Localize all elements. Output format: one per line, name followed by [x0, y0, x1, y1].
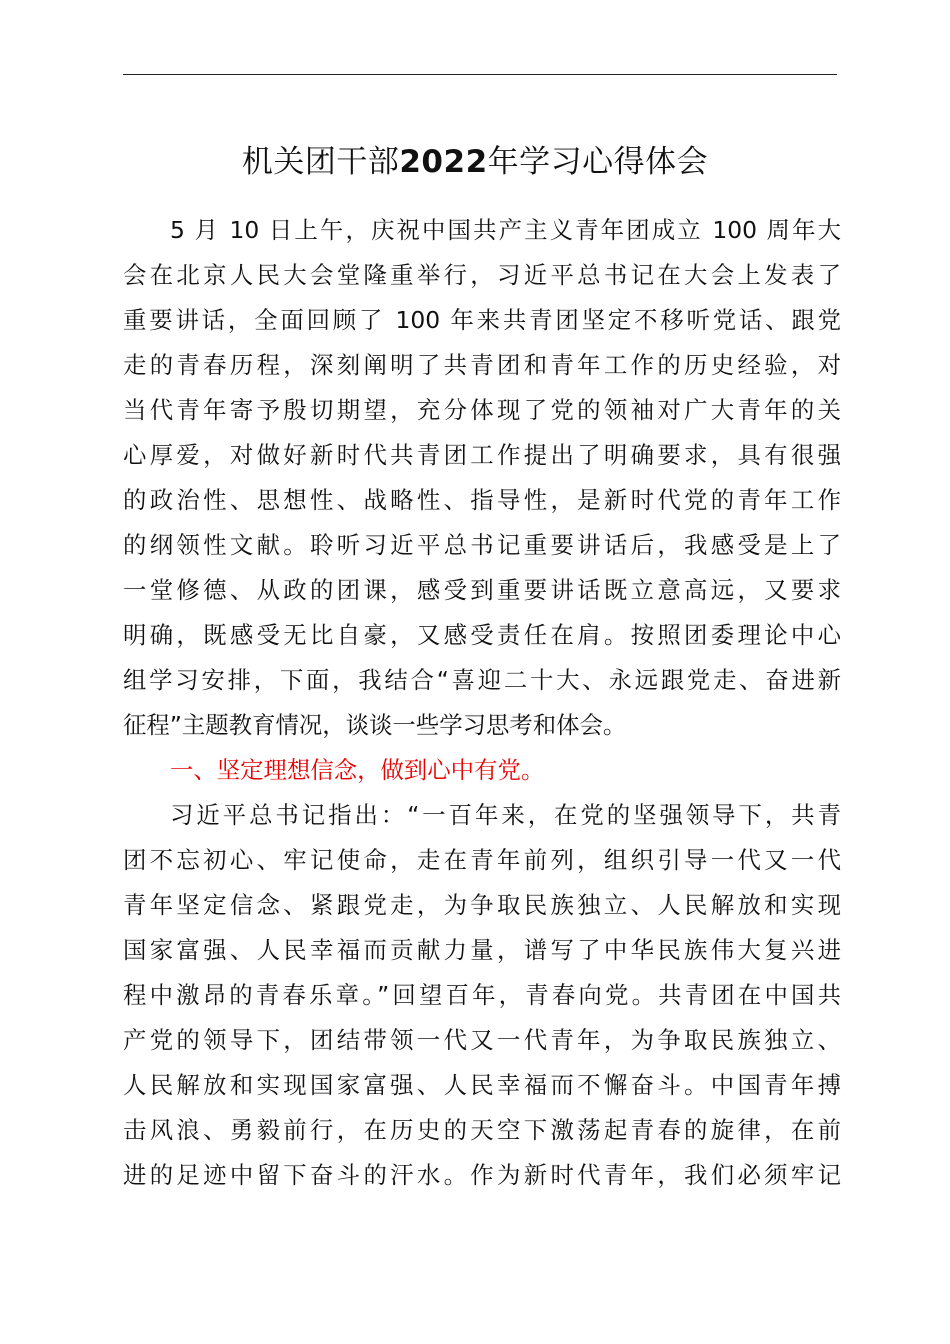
paragraph-line: 心厚爱，对做好新时代共青团工作提出了明确要求，具有很强: [123, 441, 841, 469]
document-body: [123, 208, 841, 1198]
paragraph-1: [123, 208, 841, 748]
paragraph-line: 当代青年寄予殷切期望，充分体现了党的领袖对广大青年的关: [123, 396, 841, 424]
paragraph-line: 明确，既感受无比自豪，又感受责任在肩。按照团委理论中心: [123, 621, 841, 649]
header-rule: [123, 74, 837, 75]
paragraph-line: 走的青春历程，深刻阐明了共青团和青年工作的历史经验，对: [123, 351, 841, 379]
paragraph-line: 重要讲话，全面回顾了 100 年来共青团坚定不移听党话、跟党: [123, 306, 841, 334]
paragraph-2: [123, 793, 841, 1198]
paragraph-line: 会在北京人民大会堂隆重举行，习近平总书记在大会上发表了: [123, 261, 841, 289]
paragraph-line: 的政治性、思想性、战略性、指导性，是新时代党的青年工作: [123, 486, 841, 514]
paragraph-line: 青年坚定信念、紧跟党走，为争取民族独立、人民解放和实现: [123, 891, 841, 919]
paragraph-line: 人民解放和实现国家富强、人民幸福而不懈奋斗。中国青年搏: [123, 1071, 841, 1099]
paragraph-line: 进的足迹中留下奋斗的汗水。作为新时代青年，我们必须牢记: [123, 1161, 841, 1189]
title-suffix: 年学习心得体会: [487, 144, 709, 180]
paragraph-line: 击风浪、勇毅前行，在历史的天空下激荡起青春的旋律，在前: [123, 1116, 841, 1144]
paragraph-line: 组学习安排，下面，我结合“喜迎二十大、永远跟党走、奋进新: [123, 666, 841, 694]
document-title: [0, 140, 950, 184]
paragraph-line: 一堂修德、从政的团课，感受到重要讲话既立意高远，又要求: [123, 576, 841, 604]
paragraph-line: 5 月 10 日上午，庆祝中国共产主义青年团成立 100 周年大: [170, 216, 841, 244]
paragraph-line: 征程”主题教育情况，谈谈一些学习思考和体会。: [123, 711, 627, 739]
title-year: 2022: [399, 144, 488, 180]
paragraph-line: 习近平总书记指出：“一百年来，在党的坚强领导下，共青: [170, 801, 841, 829]
paragraph-line: 的纲领性文献。聆听习近平总书记重要讲话后，我感受是上了: [123, 531, 841, 559]
paragraph-line: 团不忘初心、牢记使命，走在青年前列，组织引导一代又一代: [123, 846, 841, 874]
paragraph-line: 国家富强、人民幸福而贡献力量，谱写了中华民族伟大复兴进: [123, 936, 841, 964]
paragraph-line: 程中激昂的青春乐章。”回望百年，青春向党。共青团在中国共: [123, 981, 841, 1009]
paragraph-line: 产党的领导下，团结带领一代又一代青年，为争取民族独立、: [123, 1026, 841, 1054]
title-prefix: 机关团干部: [241, 144, 400, 180]
section-heading-1: 一、坚定理想信念，做到心中有党。: [170, 756, 545, 784]
